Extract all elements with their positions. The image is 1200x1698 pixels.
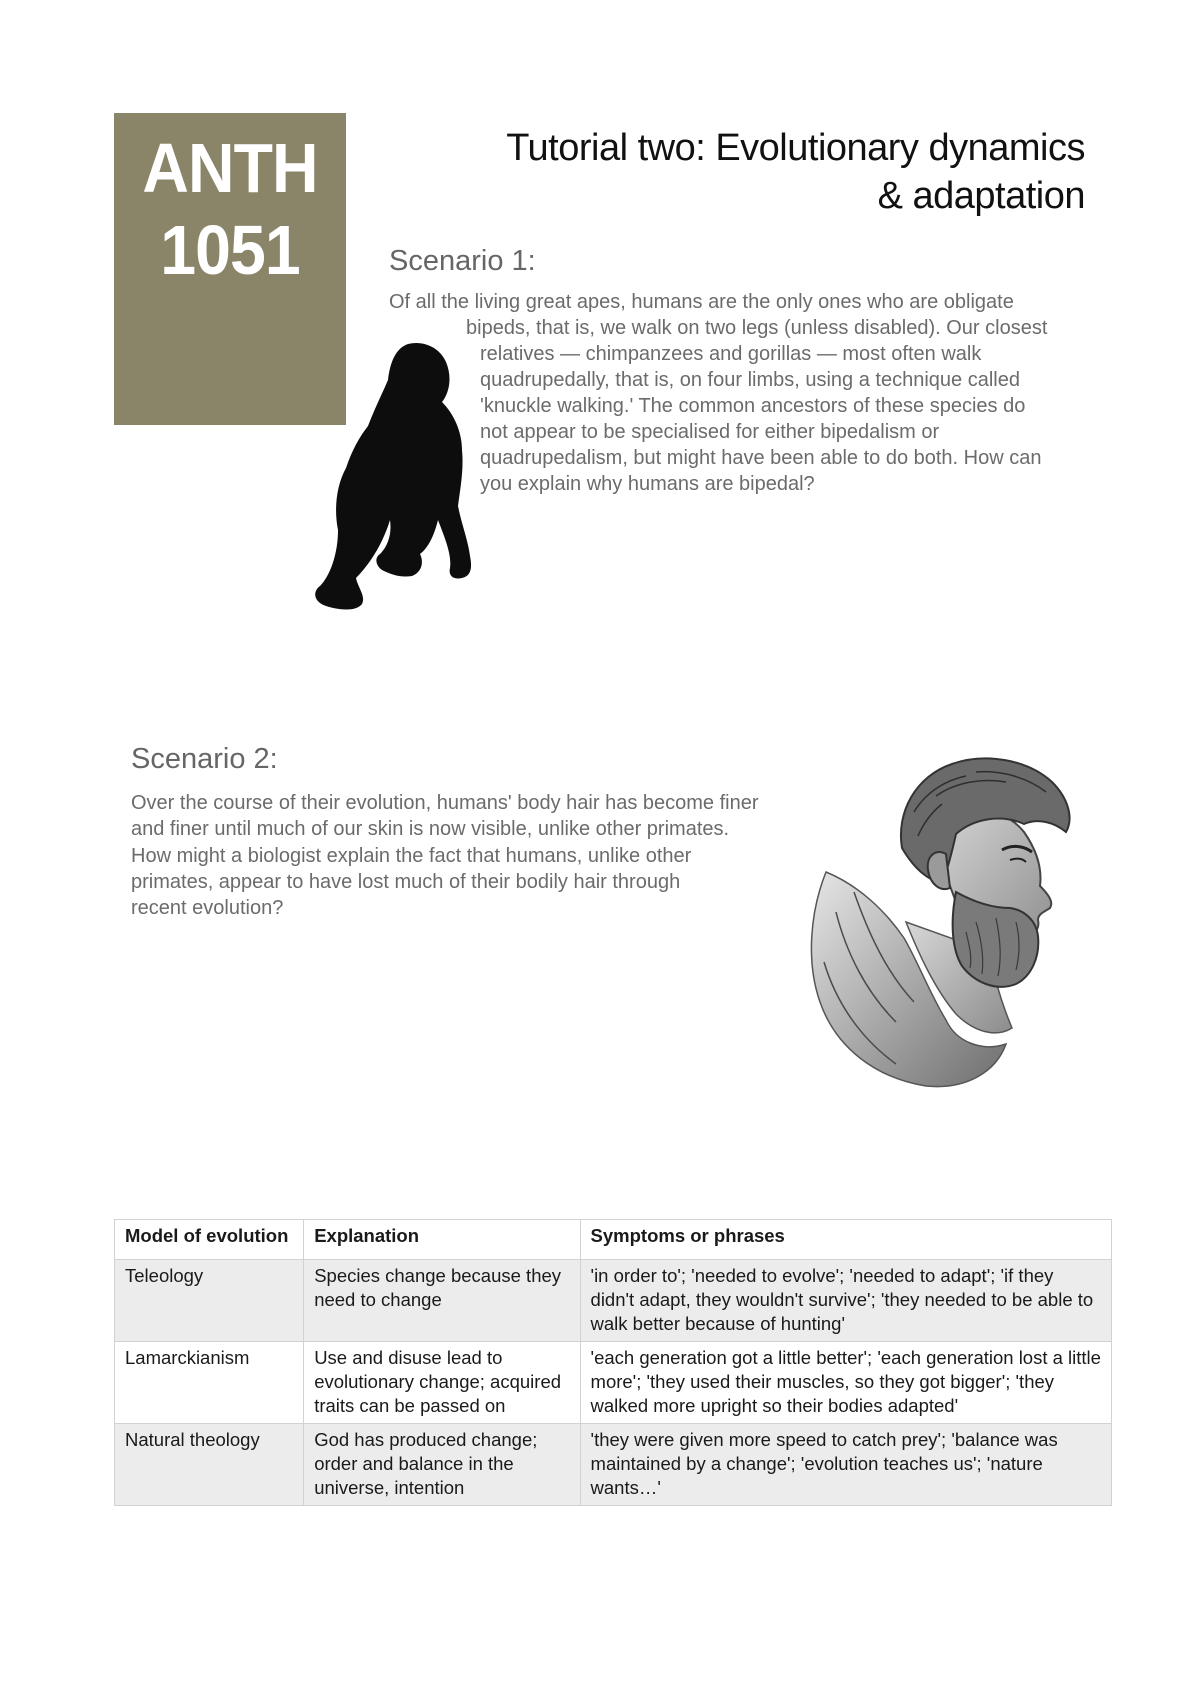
scenario2-line: recent evolution? — [131, 897, 284, 920]
scenario1-heading: Scenario 1: — [389, 245, 536, 277]
course-code — [123, 127, 336, 291]
scenario1-line: 'knuckle walking.' The common ancestors of these species do — [480, 395, 1026, 417]
scenario1-line: you explain why humans are bipedal? — [480, 473, 815, 495]
scenario1-line: not appear to be specialised for either bipedalism or — [480, 421, 940, 443]
cell-explanation: Use and disuse lead to evolutionary change; acquired traits can be passed on — [304, 1342, 580, 1424]
table-row — [115, 1342, 1112, 1424]
scenario1-line: relatives — chimpanzees and gorillas — most often walk — [480, 343, 982, 365]
page-title-line1: Tutorial two: Evolutionary dynamics — [506, 127, 1085, 169]
gorilla-silhouette-icon — [312, 340, 484, 616]
scenario1-line: quadrupedalism, but might have been able to do both. How can — [480, 447, 1042, 469]
table-row — [115, 1424, 1112, 1506]
course-code-line2: 1051 — [160, 211, 300, 289]
header-explanation: Explanation — [304, 1220, 580, 1260]
scenario2-line: primates, appear to have lost much of their bodily hair through — [131, 870, 681, 893]
header-symptoms: Symptoms or phrases — [580, 1220, 1111, 1260]
scenario2-body — [131, 790, 831, 921]
scenario1-line: bipeds, that is, we walk on two legs (unless disabled). Our closest — [466, 317, 1048, 339]
course-code-line1: ANTH — [142, 129, 318, 207]
scenario1-line: quadrupedally, that is, on four limbs, using a technique called — [480, 369, 1020, 391]
cell-explanation: God has produced change; order and balance in the universe, intention — [304, 1424, 580, 1506]
scenario2-line: How might a biologist explain the fact that humans, unlike other — [131, 844, 692, 867]
cell-symptoms: 'in order to'; 'needed to evolve'; 'needed to adapt'; 'if they didn't adapt, they wouldn't survive'; 'they needed to be able to walk better because of hunting' — [580, 1260, 1111, 1342]
scenario2-heading: Scenario 2: — [131, 743, 278, 775]
header-model: Model of evolution — [115, 1220, 304, 1260]
bearded-man-engraving — [806, 752, 1074, 1088]
page-title — [440, 124, 1085, 220]
cell-symptoms: 'they were given more speed to catch prey'; 'balance was maintained by a change'; 'evolution teaches us'; 'nature wants…' — [580, 1424, 1111, 1506]
scenario2-line: and finer until much of our skin is now visible, unlike other primates. — [131, 818, 730, 841]
page-title-line2: & adaptation — [877, 175, 1085, 217]
cell-model: Natural theology — [115, 1424, 304, 1506]
cell-symptoms: 'each generation got a little better'; 'each generation lost a little more'; 'they used their muscles, so they got bigger'; 'they walked more upright so their bodies adapted' — [580, 1342, 1111, 1424]
cell-model: Teleology — [115, 1260, 304, 1342]
table-row — [115, 1260, 1112, 1342]
scenario1-line: Of all the living great apes, humans are the only ones who are obligate — [389, 291, 1014, 313]
table-header-row — [115, 1220, 1112, 1260]
models-of-evolution-table — [114, 1219, 1112, 1506]
scenario2-line: Over the course of their evolution, humans' body hair has become finer — [131, 792, 759, 814]
cell-explanation: Species change because they need to change — [304, 1260, 580, 1342]
cell-model: Lamarckianism — [115, 1342, 304, 1424]
